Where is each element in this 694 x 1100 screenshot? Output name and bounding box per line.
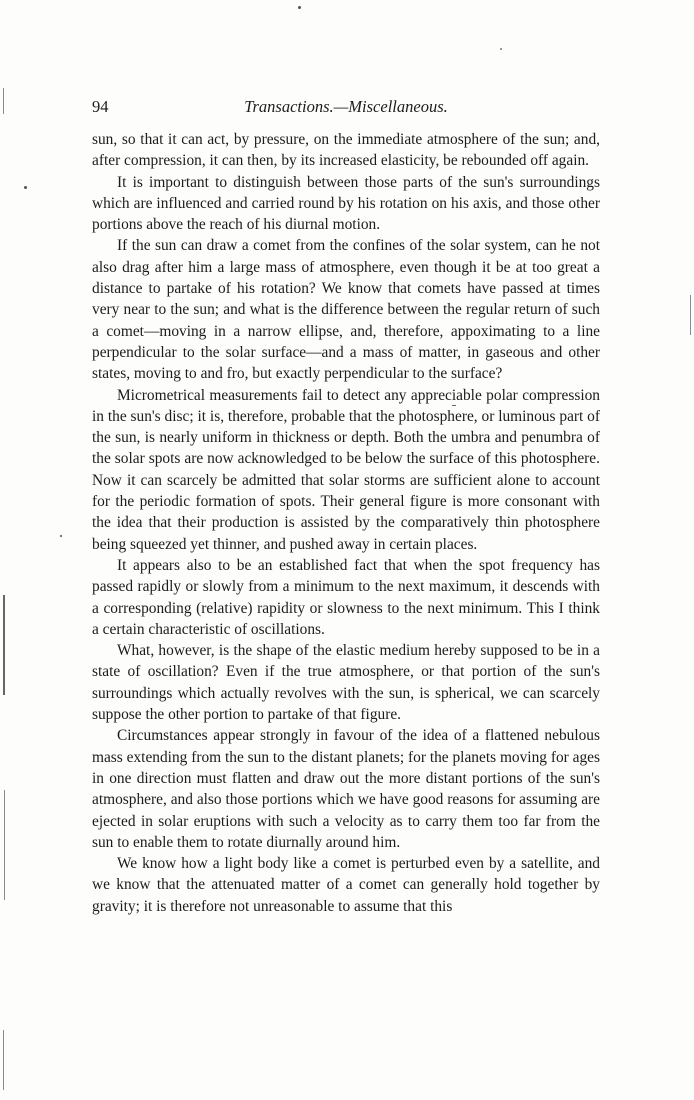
- paragraph: Circumstances appear strongly in favour of the idea of a flattened nebulous mass extending from the sun to the distant planets; for the planets moving for ages in one direction must flatten and draw out the more distant portions of the sun's atmosphere, and also those portions which we have good reasons for assuming are ejected in solar eruptions with such a velocity as to carry them too far from the sun to enable them to rotate diurnally around him.: [92, 727, 600, 851]
- print-speck: [24, 186, 27, 189]
- paragraph: sun, so that it can act, by pressure, on the immediate atmosphere of the sun; and, after compression, it can then, by its increased elasticity, be rebounded off again.: [92, 131, 600, 170]
- paragraph: What, however, is the shape of the elastic medium hereby supposed to be in a state of oscillation? Even if the true atmosphere, or that portion of the sun's surroundings which actually revolves with the sun, is spherical, we can scarcely suppose the other portion to partake of that figure.: [92, 642, 600, 724]
- page-header: [92, 97, 600, 121]
- page-number: 94: [92, 97, 109, 116]
- paragraph: We know how a light body like a comet is perturbed even by a satellite, and we know that the attenuated matter of a comet can generally hold together by gravity; it is therefore not unreasonable to assume that this: [92, 855, 600, 915]
- scan-edge-mark: [3, 595, 5, 695]
- print-speck: [60, 535, 62, 537]
- scan-edge-mark: [3, 1030, 4, 1090]
- scan-edge-mark: [4, 790, 5, 900]
- scan-edge-mark: [690, 295, 691, 335]
- running-title: Transactions.—Miscellaneous.: [244, 97, 448, 116]
- print-speck: [298, 6, 301, 9]
- body-text: [92, 129, 600, 917]
- scan-edge-mark: [3, 88, 4, 114]
- paragraph: Micrometrical measurements fail to detect any appreciable polar compression in the sun's disc; it is, therefore, probable that the photosphere, or luminous part of the sun, is nearly uniform in thickness or depth. Both the umbra and penumbra of the solar spots are now acknowledged to be below the surface of this photosphere. Now it can scarcely be admitted that solar storms are sufficient alone to account for the periodic formation of spots. Their general figure is more consonant with the idea that their production is assisted by the comparatively thin photosphere being squeezed yet thinner, and pushed away in certain places.: [92, 386, 600, 553]
- paragraph: It appears also to be an established fact that when the spot frequency has passed rapidly or slowly from a minimum to the next maximum, it descends with a corresponding (relative) rapidity or slowness to the next minimum. This I think a certain characteristic of oscillations.: [92, 556, 600, 638]
- print-speck: [500, 48, 502, 50]
- paragraph: It is important to distinguish between those parts of the sun's surroundings which are influenced and carried round by his rotation on his axis, and those other portions above the reach of his diurnal motion.: [92, 173, 600, 234]
- paragraph: If the sun can draw a comet from the confines of the solar system, can he not also drag after him a large mass of atmosphere, even though it be at too great a distance to partake of his rotation? We know that comets have passed at times very near to the sun; and what is the difference between the regular return of such a comet—moving in a narrow ellipse, and, therefore, appoximating to a line perpendicular to the solar surface—and a mass of matter, in gaseous and other states, moving to and fro, but exactly perpendicular to the surface?: [92, 237, 600, 383]
